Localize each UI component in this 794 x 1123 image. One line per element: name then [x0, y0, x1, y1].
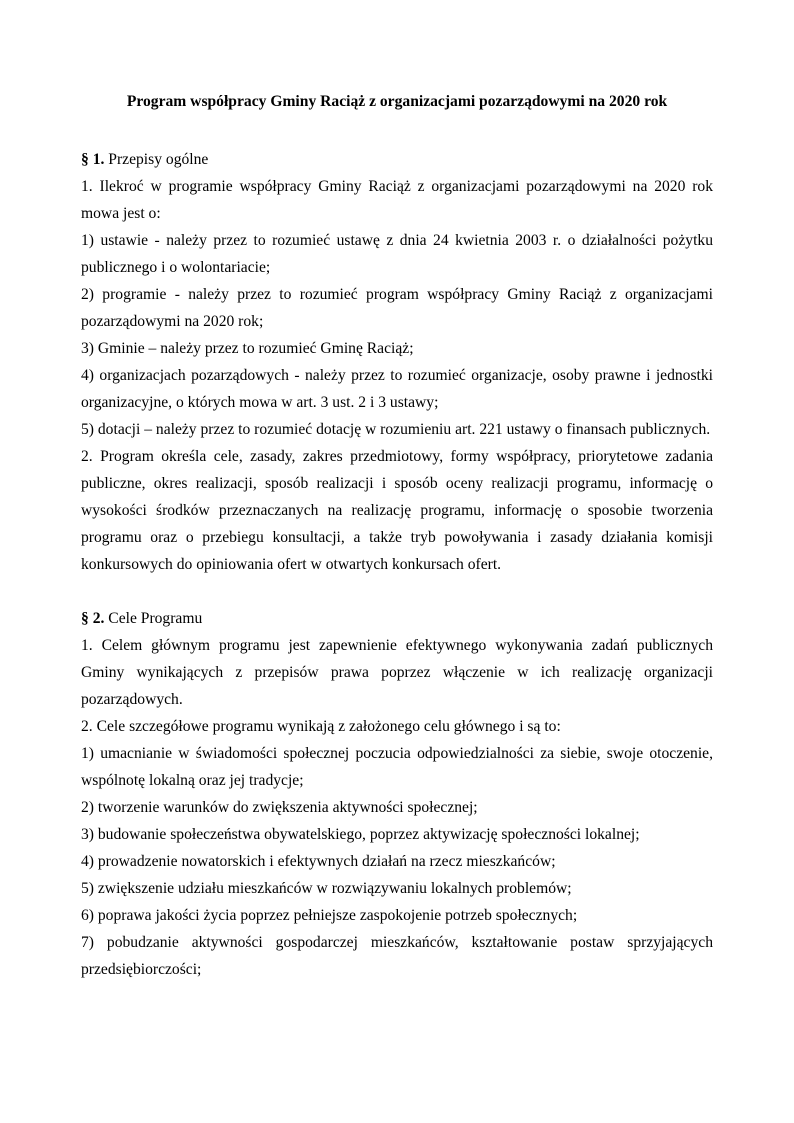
list-item: 5) dotacji – należy przez to rozumieć dotację w rozumieniu art. 221 ustawy o finansach publicznych. [81, 421, 711, 438]
section-title: Przepisy ogólne [108, 151, 209, 168]
section-heading [81, 146, 713, 173]
list-item: 1) umacnianie w świadomości społecznej poczucia odpowiedzialności za siebie, swoje otoczenie, wspólnotę lokalną oraz jej tradycje; [81, 745, 713, 789]
paragraph: 1. Ilekroć w programie współpracy Gminy Raciąż z organizacjami pozarządowymi na 2020 rok mowa jest o: [81, 178, 713, 222]
paragraph: 1. Celem głównym programu jest zapewnienie efektywnego wykonywania zadań publicznych Gminy wynikających z przepisów prawa poprzez włączenie w ich realizację organizacji pozarządowych. [81, 637, 713, 708]
section-heading [81, 605, 713, 632]
document-title: Program współpracy Gminy Raciąż z organizacjami pozarządowymi na 2020 rok [126, 93, 668, 110]
section-1 [81, 146, 713, 578]
list-item: 6) poprawa jakości życia poprzez pełniejsze zaspokojenie potrzeb społecznych; [81, 907, 578, 924]
document-page [81, 92, 713, 983]
list-item: 4) prowadzenie nowatorskich i efektywnych działań na rzecz mieszkańców; [81, 853, 556, 870]
list-item: 3) Gminie – należy przez to rozumieć Gminę Raciąż; [81, 340, 414, 357]
paragraph: 2. Program określa cele, zasady, zakres przedmiotowy, formy współpracy, priorytetowe zadania publiczne, okres realizacji, sposób realizacji i sposób oceny realizacji programu, informację o wysokości środków przeznaczanych na realizację programu, informację o sposobie tworzenia programu oraz o przebiegu konsultacji, a także tryb powoływania i zasady działania komisji konkursowych do opiniowania ofert w otwartych konkursach ofert. [81, 448, 713, 573]
section-title: Cele Programu [108, 610, 203, 627]
list-item: 4) organizacjach pozarządowych - należy przez to rozumieć organizacje, osoby prawne i jednostki organizacyjne, o których mowa w art. 3 ust. 2 i 3 ustawy; [81, 367, 713, 411]
paragraph: 2. Cele szczegółowe programu wynikają z założonego celu głównego i są to: [81, 718, 561, 735]
list-item: 7) pobudzanie aktywności gospodarczej mieszkańców, kształtowanie postaw sprzyjających przedsiębiorczości; [81, 934, 713, 978]
section-number: § 1. [81, 151, 105, 168]
list-item: 2) tworzenie warunków do zwiększenia aktywności społecznej; [81, 799, 478, 816]
list-item: 5) zwiększenie udziału mieszkańców w rozwiązywaniu lokalnych problemów; [81, 880, 572, 897]
list-item: 3) budowanie społeczeństwa obywatelskiego, poprzez aktywizację społeczności lokalnej; [81, 826, 640, 843]
list-item: 1) ustawie - należy przez to rozumieć ustawę z dnia 24 kwietnia 2003 r. o działalności pożytku publicznego i o wolontariacie; [81, 232, 713, 276]
section-number: § 2. [81, 610, 105, 627]
section-spacer [81, 578, 713, 605]
list-item: 2) programie - należy przez to rozumieć program współpracy Gminy Raciąż z organizacjami pozarządowymi na 2020 rok; [81, 286, 713, 330]
section-2 [81, 605, 713, 983]
